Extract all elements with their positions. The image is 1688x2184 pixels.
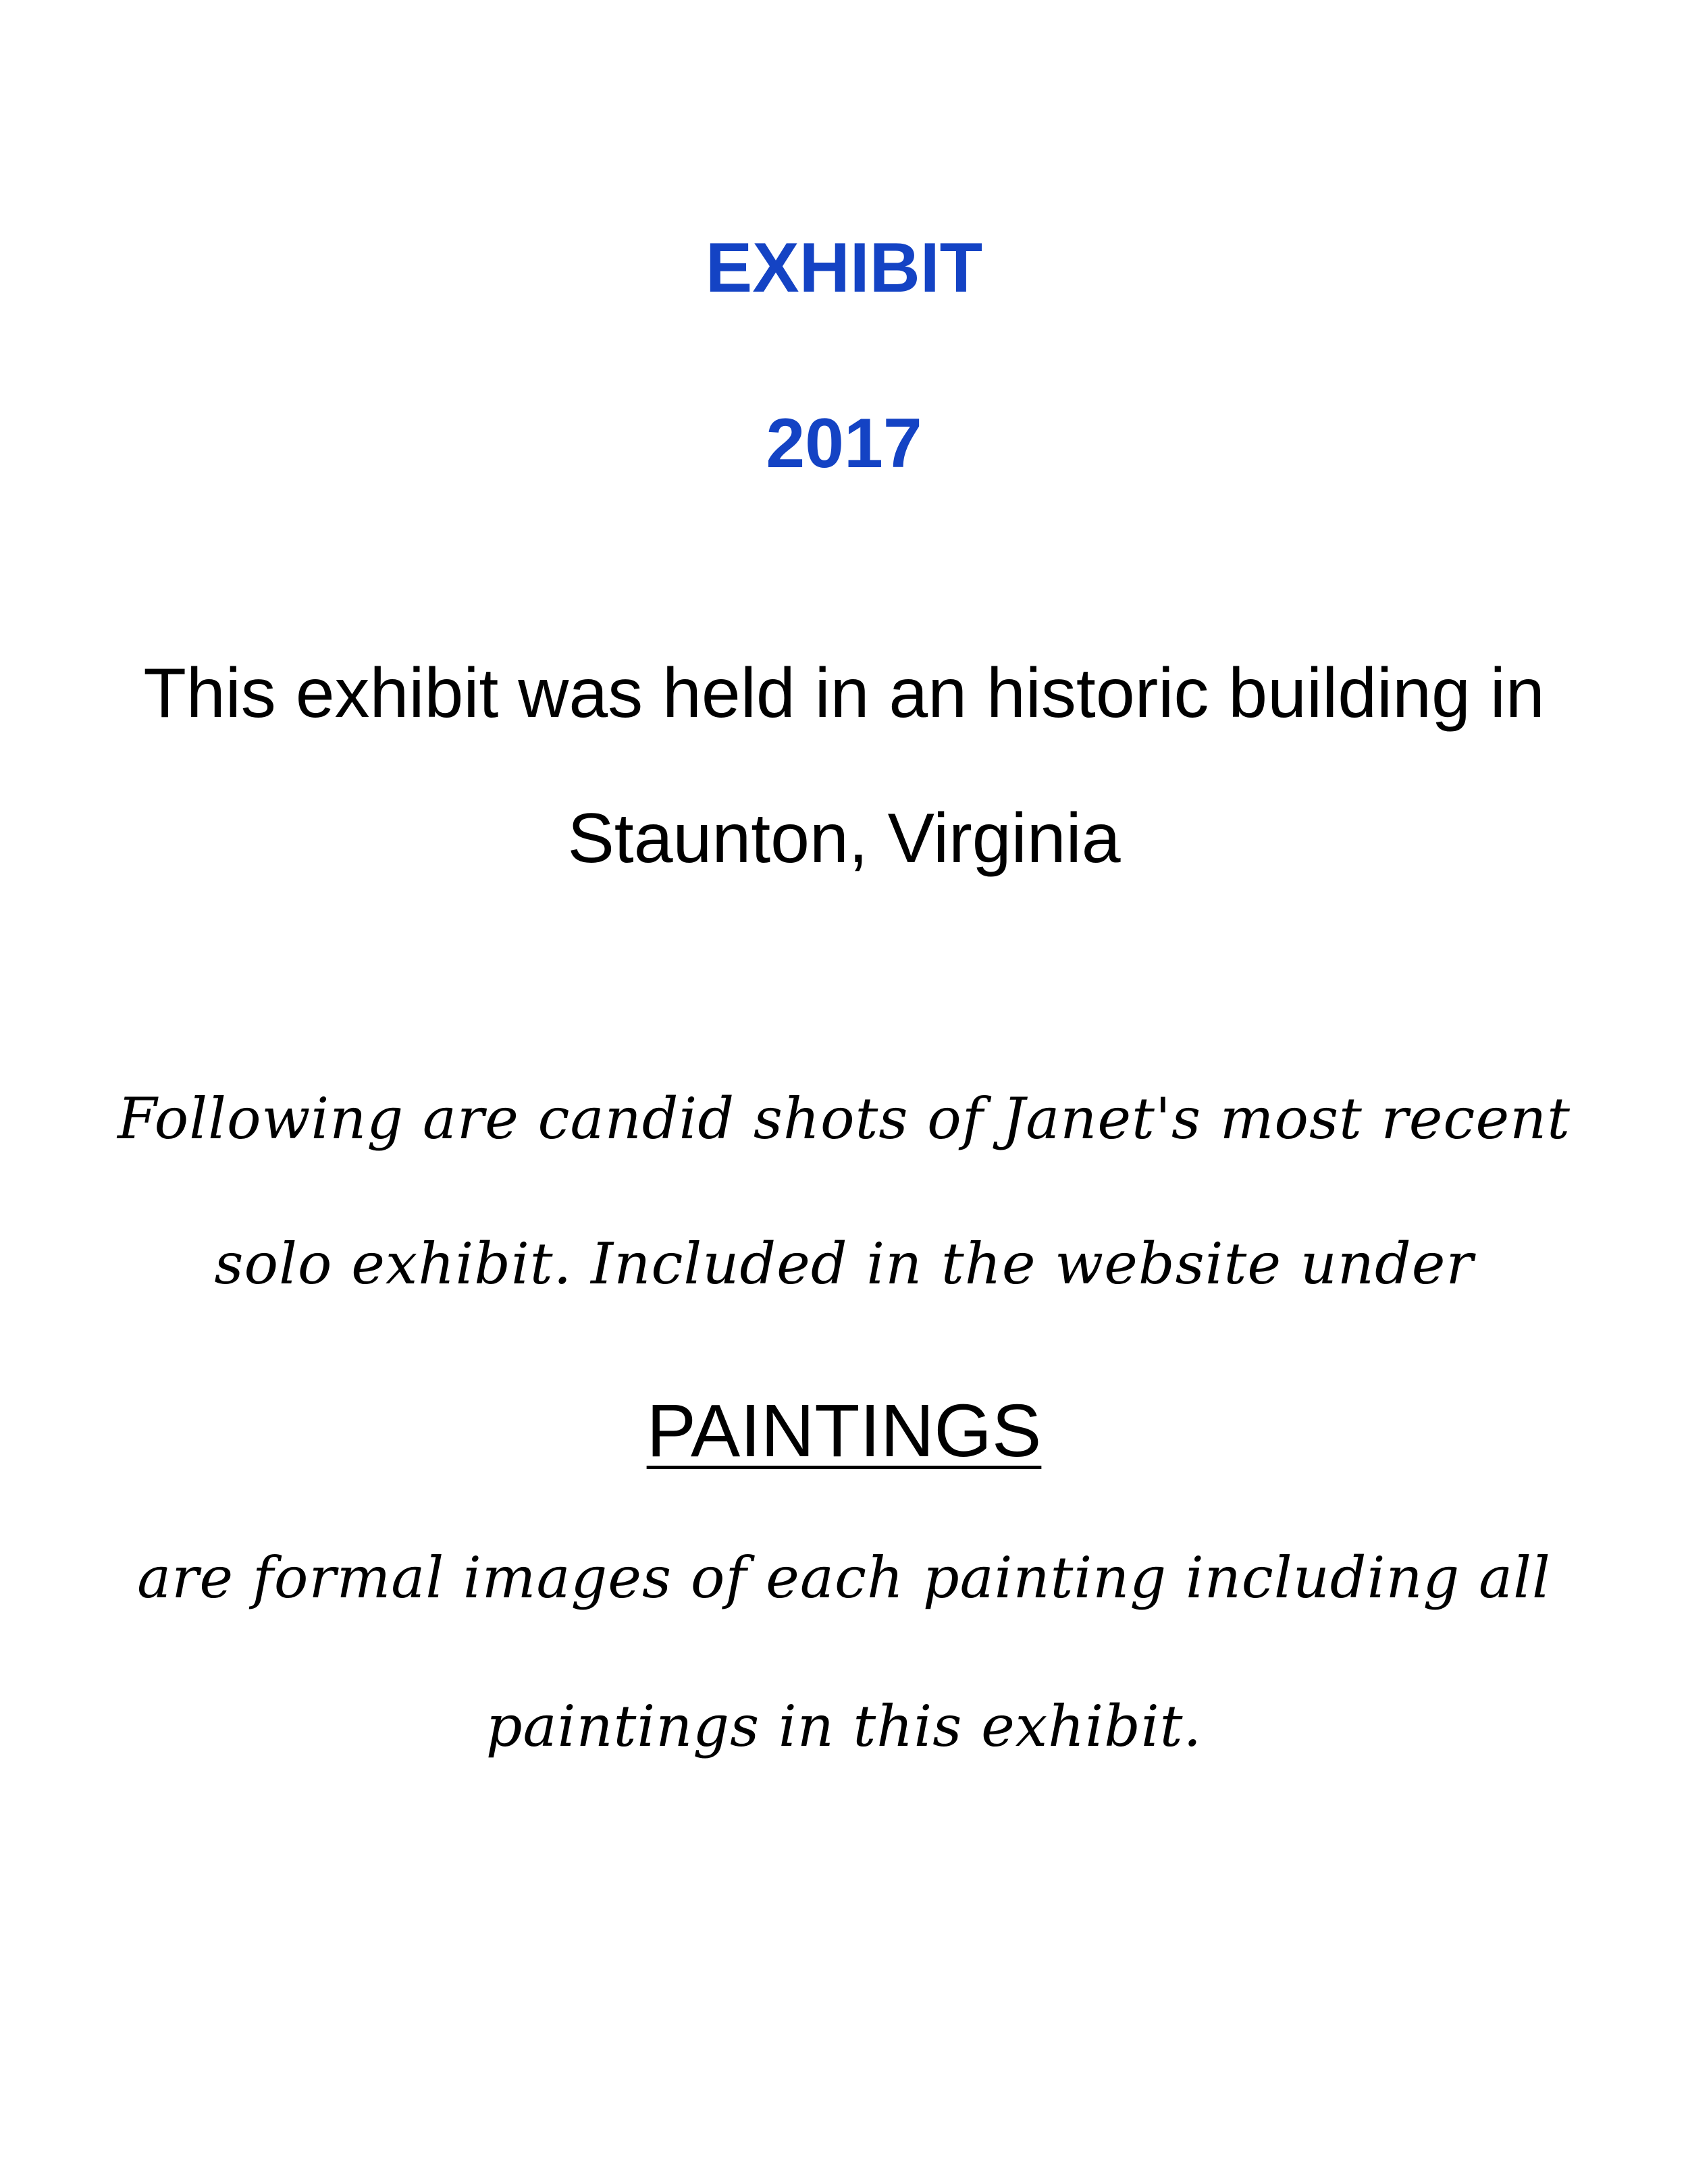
- paintings-link[interactable]: PAINTINGS: [646, 1389, 1042, 1472]
- description-line-1: Following are candid shots of Janet's most recent: [117, 1086, 1571, 1152]
- description-line-2: solo exhibit. Included in the website under: [214, 1231, 1474, 1297]
- paintings-link-container: [0, 1389, 1688, 1472]
- intro-line-1: This exhibit was held in an historic building in: [143, 654, 1545, 733]
- intro-line-2: Staunton, Virginia: [567, 799, 1121, 878]
- description-line-3: are formal images of each painting including all: [137, 1545, 1551, 1611]
- exhibit-year: 2017: [766, 404, 922, 483]
- page-title: EXHIBIT: [705, 229, 983, 307]
- description-line-4: paintings in this exhibit.: [485, 1693, 1203, 1759]
